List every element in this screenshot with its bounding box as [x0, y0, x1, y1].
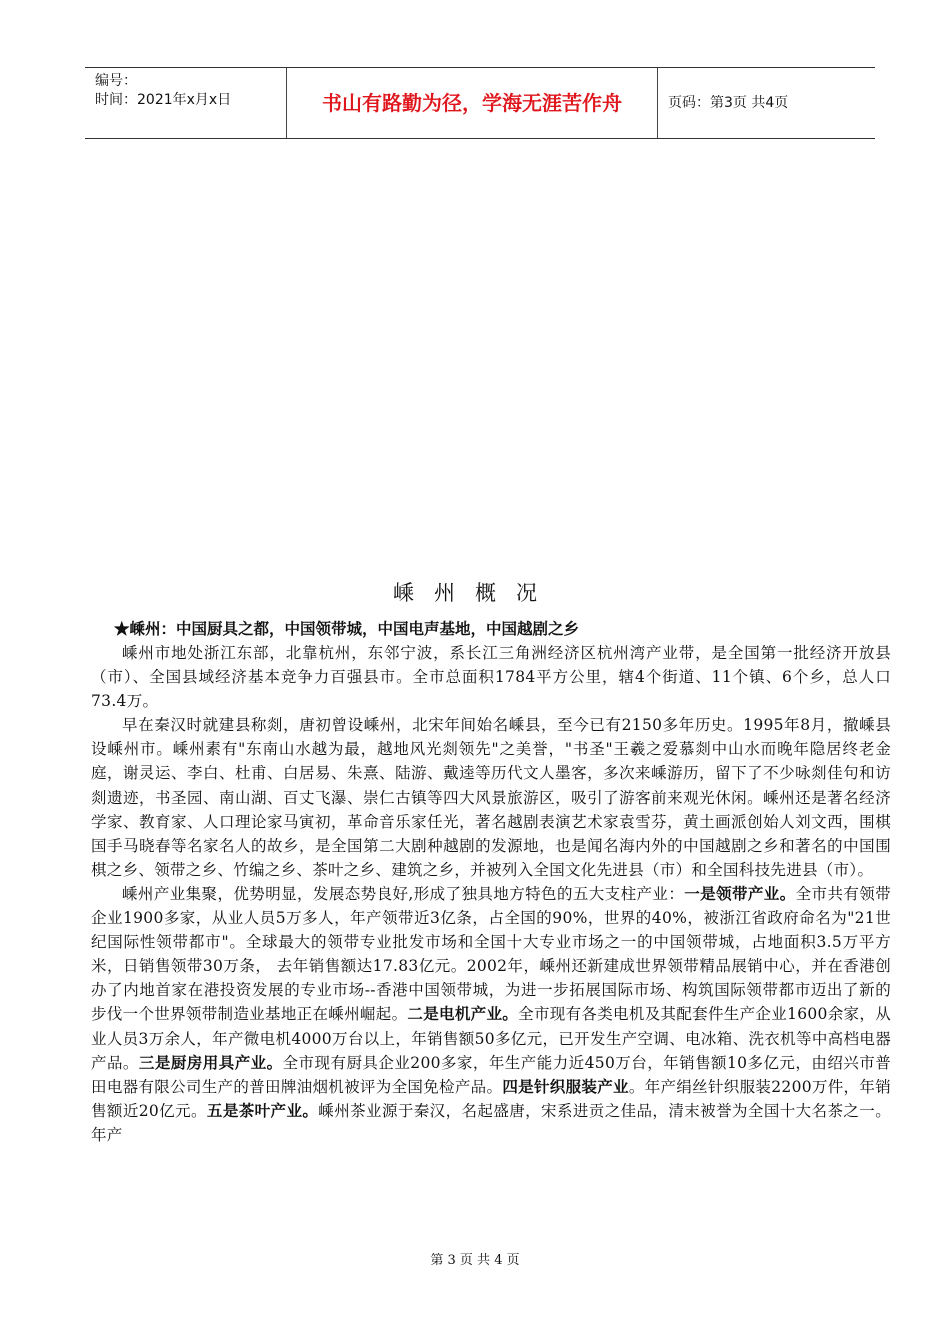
subheading: ★嵊州：中国厨具之都，中国领带城，中国电声基地，中国越剧之乡 [114, 619, 580, 638]
industry-text-kitchen: 全市现有厨具企业200多家，年生产能力近450万台，年销售额10多亿元，由绍兴市普田电器有限公司生产的普田牌油烟机被评为全国免检产品。 [91, 1053, 892, 1096]
industry-text-knitwear: 。年产绢丝针织服装2200万件，年销售额近20亿元。 [91, 1077, 891, 1120]
industry-heading-motor: 二是电机产业。 [407, 1004, 519, 1024]
industry-text-motor: 全市现有各类电机及其配套件生产企业1600余家，从业人员3万余人，年产微电机4000万台以上，年销售额50多亿元，已开发生产空调、电冰箱、洗衣机等中高档电器产品。 [91, 1005, 891, 1072]
document-title: 嵊州概况 [393, 581, 557, 605]
paragraph-history: 早在秦汉时就建县称剡，唐初曾设嵊州，北宋年间始名嵊县，至今已有2150多年历史。1995年8月，撤嵊县设嵊州市。嵊州素有"东南山水越为最，越地风光剡领先"之美誉，"书圣"王羲之爱慕剡中山水而晚年隐居终老金庭，谢灵运、李白、杜甫、白居易、朱熹、陆游、戴逵等历代文人墨客，多次来嵊游历，留下了不少咏剡佳句和访剡遗迹，书圣园、南山湖、百丈飞瀑、崇仁古镇等四大风景旅游区，吸引了游客前来观光休闲。嵊州还是著名经济学家、教育家、人口理论家马寅初，革命音乐家任光，著名越剧表演艺术家袁雪芬，黄土画派创始人刘文西，围棋国手马晓春等名家名人的故乡，是全国第二大剧种越剧的发源地，也是闻名海内外的中国越剧之乡和著名的中国围棋之乡、领带之乡、竹编之乡、茶叶之乡、建筑之乡，并被列入全国文化先进县（市）和全国科技先进县（市）。 [91, 716, 891, 879]
motto: 书山有路勤为径，学海无涯苦作舟 [286, 68, 658, 138]
time-label: 时间：2021年x月x日 [95, 92, 232, 108]
industry-heading-tea: 五是茶叶产业。 [206, 1100, 319, 1120]
paragraph-industries [91, 882, 891, 1147]
industries-intro: 嵊州产业集聚，优势明显，发展态势良好,形成了独具地方特色的五大支柱产业： [122, 884, 685, 903]
industry-text-tea: 嵊州茶业源于秦汉，名起盛唐，宋系进贡之佳品，清末被誉为全国十大名茶之一。年产 [91, 1101, 891, 1144]
page-header [85, 67, 875, 139]
industry-text-tie: 全市共有领带企业1900多家，从业人员5万多人，年产领带近3亿条，占全国的90%，世界的40%，被浙江省政府命名为"21世纪国际性领带都市"。全球最大的领带专业批发市场和全国十大专业市场之一的中国领带城，占地面积3.5万平方米，日销售领带30万条， 去年销售额达17.83亿元。2002年，嵊州还新建成世界领带精品展销中心，并在香港创办了内地首家在港投资发展的专业市场--香港中国领带城，为进一步拓展国际市场、构筑国际领带都市迈出了新的步伐一个世界领带制造业基地正在嵊州崛起。 [91, 884, 891, 1024]
code-label: 编号： [95, 73, 137, 89]
industry-heading-kitchen: 三是厨房用具产业。 [138, 1052, 283, 1072]
industry-heading-knitwear: 四是针织服装产业 [502, 1076, 629, 1096]
document-body [91, 617, 891, 1147]
page-footer: 第 3 页 共 4 页 [430, 1253, 520, 1268]
industry-heading-tie: 一是领带产业。 [684, 883, 796, 903]
header-info-cell [85, 68, 286, 138]
paragraph-location: 嵊州市地处浙江东部，北靠杭州，东邻宁波，系长江三角洲经济区杭州湾产业带，是全国第一批经济开放县（市）、全国县域经济基本竞争力百强县市。全市总面积1784平方公里，辖4个街道、11个镇、6个乡，总人口73.4万。 [91, 644, 891, 711]
page-label: 页码：第3页 共4页 [668, 95, 789, 111]
